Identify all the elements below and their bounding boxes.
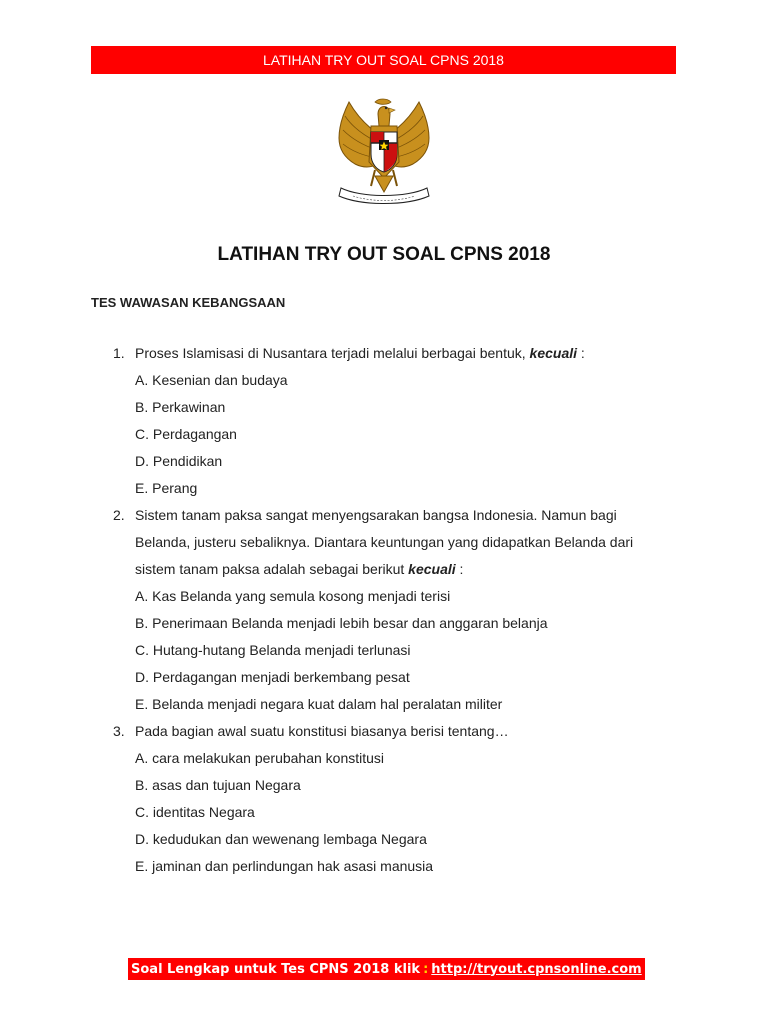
question-list <box>113 340 673 880</box>
footer-banner <box>128 958 645 980</box>
question-2 <box>113 502 673 718</box>
answer-option: A. Kas Belanda yang semula kosong menjadi terisi <box>135 588 451 604</box>
answer-option: A. Kesenian dan budaya <box>135 372 288 388</box>
answer-option: A. cara melakukan perubahan konstitusi <box>135 750 385 766</box>
answer-option: B. asas dan tujuan Negara <box>135 777 301 793</box>
question-text: Proses Islamisasi di Nusantara terjadi melalui berbagai bentuk, kecuali : <box>135 345 585 361</box>
question-3 <box>113 718 673 880</box>
answer-option: E. Perang <box>135 480 198 496</box>
answer-option: D. Perdagangan menjadi berkembang pesat <box>135 669 410 685</box>
answer-option: C. Perdagangan <box>135 426 237 442</box>
answer-option: D. Pendidikan <box>135 453 223 469</box>
footer-text: Soal Lengkap untuk Tes CPNS 2018 klik <box>131 961 421 977</box>
banner-text: LATIHAN TRY OUT SOAL CPNS 2018 <box>263 52 504 68</box>
answer-option: B. Penerimaan Belanda menjadi lebih besar dan anggaran belanja <box>135 615 548 631</box>
question-emphasis: kecuali <box>408 561 456 577</box>
tryout-link[interactable]: http://tryout.cpnsonline.com <box>431 961 642 977</box>
answer-option: C. identitas Negara <box>135 804 255 820</box>
question-1 <box>113 340 673 502</box>
answer-option: E. jaminan dan perlindungan hak asasi manusia <box>135 858 434 874</box>
document-title: LATIHAN TRY OUT SOAL CPNS 2018 <box>217 244 551 265</box>
question-number: 2. <box>113 507 125 523</box>
answer-option: D. kedudukan dan wewenang lembaga Negara <box>135 831 427 847</box>
answer-option: B. Perkawinan <box>135 399 226 415</box>
question-number: 3. <box>113 723 125 739</box>
section-title: TES WAWASAN KEBANGSAAN <box>91 295 286 310</box>
question-text: Pada bagian awal suatu konstitusi biasanya berisi tentang… <box>135 723 509 739</box>
question-emphasis: kecuali <box>529 345 578 361</box>
footer-separator: : <box>423 961 429 977</box>
answer-option: E. Belanda menjadi negara kuat dalam hal peralatan militer <box>135 696 503 712</box>
question-text: Sistem tanam paksa sangat menyengsarakan bangsa Indonesia. Namun bagi Belanda, justeru sebaliknya. Diantara keuntungan yang didapatkan Belanda dari sistem tanam paksa adalah sebagai berikut kecuali : <box>135 507 634 577</box>
header-banner <box>91 46 676 74</box>
garuda-emblem-icon <box>331 92 437 208</box>
question-number: 1. <box>113 345 125 361</box>
answer-option: C. Hutang-hutang Belanda menjadi terlunasi <box>135 642 411 658</box>
